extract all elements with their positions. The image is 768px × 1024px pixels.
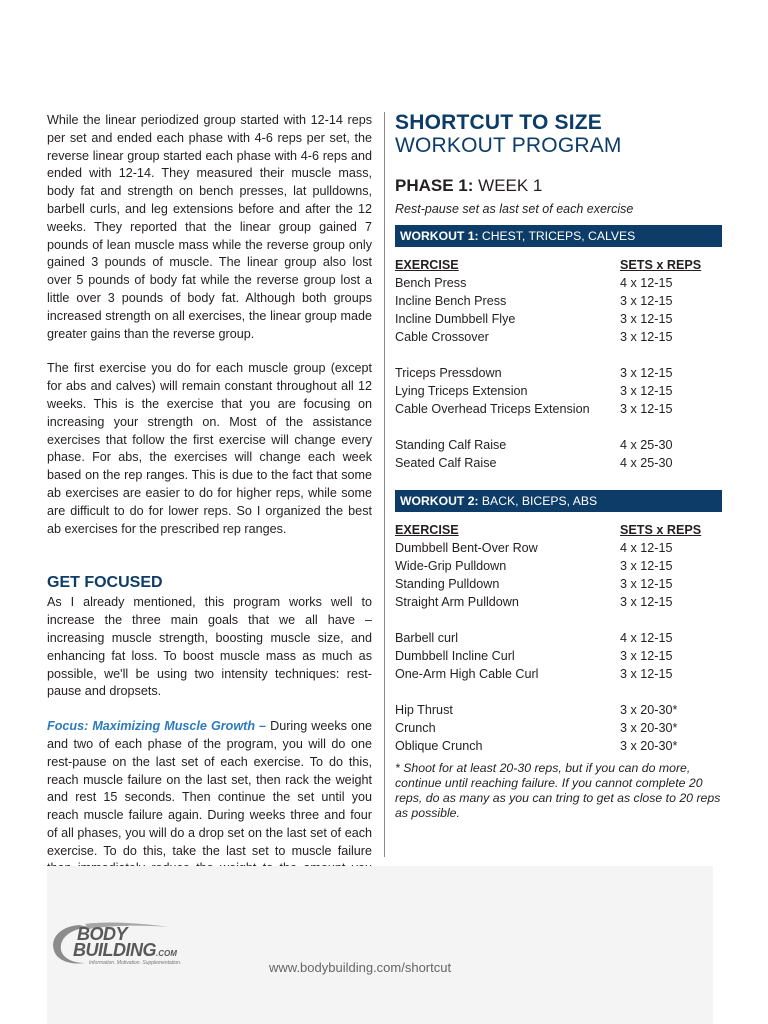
workout-1-label: WORKOUT 1: <box>400 229 479 243</box>
program-column <box>395 112 722 821</box>
logo-tagline: Information. Motivation. Supplementation. <box>89 960 182 966</box>
table-header <box>395 256 722 274</box>
exercise-name: Standing Calf Raise <box>395 438 507 452</box>
exercise-name: Seated Calf Raise <box>395 456 497 470</box>
sets-reps: 4 x 25-30 <box>620 456 673 470</box>
table-row <box>395 593 722 611</box>
exercise-name: Bench Press <box>395 276 467 290</box>
table-row <box>395 454 722 472</box>
exercise-name: Lying Triceps Extension <box>395 384 528 398</box>
sets-reps: 3 x 12-15 <box>620 312 673 326</box>
get-focused-heading: GET FOCUSED <box>47 574 163 592</box>
table-row <box>395 647 722 665</box>
table-gap <box>395 418 722 436</box>
sets-reps: 3 x 12-15 <box>620 330 673 344</box>
logo-text-body: BODY <box>77 924 128 944</box>
phase-heading <box>395 176 722 196</box>
exercise-name: Incline Dumbbell Flye <box>395 312 516 326</box>
sets-reps: 3 x 12-15 <box>620 402 673 416</box>
exercise-name: Barbell curl <box>395 631 458 645</box>
exercise-name: One-Arm High Cable Curl <box>395 667 539 681</box>
table-row <box>395 274 722 292</box>
sets-reps: 3 x 20-30* <box>620 739 678 753</box>
sets-reps: 4 x 25-30 <box>620 438 673 452</box>
table-gap <box>395 611 722 629</box>
sets-reps: 4 x 12-15 <box>620 631 673 645</box>
reps-footnote: * Shoot for at least 20-30 reps, but if you can do more, continue until reaching failure. If you cannot complete 20 reps, do as many as you can tring to get as close to 20 reps as possible. <box>395 761 721 820</box>
page-footer <box>47 866 713 1024</box>
sets-reps: 3 x 12-15 <box>620 577 673 591</box>
workout-2-label: WORKOUT 2: <box>400 494 479 508</box>
sets-reps: 3 x 12-15 <box>620 366 673 380</box>
table-header <box>395 521 722 539</box>
table-row <box>395 719 722 737</box>
sets-reps: 3 x 12-15 <box>620 294 673 308</box>
workout-2-name: BACK, BICEPS, ABS <box>478 494 598 508</box>
workout-2-bar <box>395 490 722 512</box>
exercise-name: Dumbbell Bent-Over Row <box>395 541 538 555</box>
get-focused-paragraph: As I already mentioned, this program works well to increase the three main goals that we all have – increasing muscle strength, boosting muscle size, and enhancing fat loss. To boost muscle mass as much as possible, we'll be using two intensity techniques: rest-pause and dropsets. <box>47 595 372 699</box>
exercise-name: Standing Pulldown <box>395 577 500 591</box>
column-header-exercise: EXERCISE <box>395 258 459 272</box>
workout-2-table <box>395 521 722 755</box>
table-row <box>395 575 722 593</box>
phase-week: WEEK 1 <box>473 176 543 195</box>
exercise-name: Cable Crossover <box>395 330 489 344</box>
table-row <box>395 539 722 557</box>
table-row <box>395 665 722 683</box>
workout-1-table <box>395 256 722 472</box>
program-subtitle: WORKOUT PROGRAM <box>395 134 622 157</box>
exercise-name: Straight Arm Pulldown <box>395 595 519 609</box>
logo-word-building: BUILDING <box>73 940 156 960</box>
workout-1-bar <box>395 225 722 247</box>
table-row <box>395 737 722 755</box>
sets-reps: 3 x 12-15 <box>620 384 673 398</box>
table-row <box>395 364 722 382</box>
table-row <box>395 382 722 400</box>
column-header-sets: SETS x REPS <box>620 258 702 272</box>
article-column <box>47 112 372 914</box>
bodybuilding-logo <box>49 921 189 976</box>
table-row <box>395 400 722 418</box>
sets-reps: 4 x 12-15 <box>620 541 673 555</box>
focus-lead: Focus: Maximizing Muscle Growth – <box>47 719 267 734</box>
exercise-name: Triceps Pressdown <box>395 366 502 380</box>
table-row <box>395 292 722 310</box>
article-paragraph-1: While the linear periodized group started with 12-14 reps per set and ended each phase with 4-6 reps per set, the reverse linear group started each phase with 4-6 reps and ended with 12-14. They measured their muscle mass, body fat and strength on bench presses, lat pulldowns, barbell curls, and leg extensions before and after the 12 weeks. They reported that the linear group gained 7 pounds of lean muscle mass while the reverse group only gained 3 pounds of muscle. The linear group also lost over 5 pounds of body fat while the reverse group lost a little over 3 pounds of body fat. Although both groups increased strength on all exercises, the linear group made greater gains than the reverse group. <box>47 113 372 341</box>
sets-reps: 3 x 12-15 <box>620 649 673 663</box>
table-row <box>395 310 722 328</box>
exercise-name: Cable Overhead Triceps Extension <box>395 402 590 416</box>
table-row <box>395 701 722 719</box>
focus-body: During weeks one and two of each phase of the program, you will do one rest-pause on the last set of each exercise. To do this, reach muscle failure on the last set, then rack the weight and rest 15 seconds. Then continue the set until you reach muscle failure again. During weeks three and four of all phases, you will do a drop set on the last set of each exercise. To do this, take the last set to muscle failure <box>47 719 372 858</box>
column-header-sets: SETS x REPS <box>620 523 702 537</box>
table-gap <box>395 346 722 364</box>
table-gap <box>395 683 722 701</box>
table-row <box>395 436 722 454</box>
sets-reps: 3 x 20-30* <box>620 721 678 735</box>
exercise-name: Wide-Grip Pulldown <box>395 559 507 573</box>
sets-reps: 3 x 12-15 <box>620 559 673 573</box>
sets-reps: 3 x 12-15 <box>620 595 673 609</box>
phase-label: PHASE 1: <box>395 176 474 195</box>
exercise-name: Oblique Crunch <box>395 739 483 753</box>
exercise-name: Incline Bench Press <box>395 294 507 308</box>
exercise-name: Dumbbell Incline Curl <box>395 649 515 663</box>
workout-1-name: CHEST, TRICEPS, CALVES <box>478 229 636 243</box>
table-row <box>395 629 722 647</box>
sets-reps: 3 x 20-30* <box>620 703 678 717</box>
column-divider <box>384 112 385 857</box>
column-header-exercise: EXERCISE <box>395 523 459 537</box>
table-row <box>395 328 722 346</box>
exercise-name: Crunch <box>395 721 436 735</box>
sets-reps: 3 x 12-15 <box>620 667 673 681</box>
program-title: SHORTCUT TO SIZE <box>395 111 602 134</box>
exercise-name: Hip Thrust <box>395 703 453 717</box>
table-row <box>395 557 722 575</box>
article-paragraph-2: The first exercise you do for each muscle group (except for abs and calves) will remain constant throughout all 12 weeks. This is the exercise that you are focusing on increasing your strength on. Most of the assistance exercises that follow the first exercise will change every phase. For abs, the exercises will change each week based on the rep ranges. This is due to the fact that some ab exercises are easier to do for higher reps, while some are difficult to do for lower reps. So I organized the best ab exercises for the prescribed rep ranges. <box>47 361 372 536</box>
logo-dotcom: .COM <box>156 949 177 958</box>
footer-url-link[interactable]: www.bodybuilding.com/shortcut <box>269 960 452 975</box>
phase-note: Rest-pause set as last set of each exercise <box>395 202 634 216</box>
sets-reps: 4 x 12-15 <box>620 276 673 290</box>
